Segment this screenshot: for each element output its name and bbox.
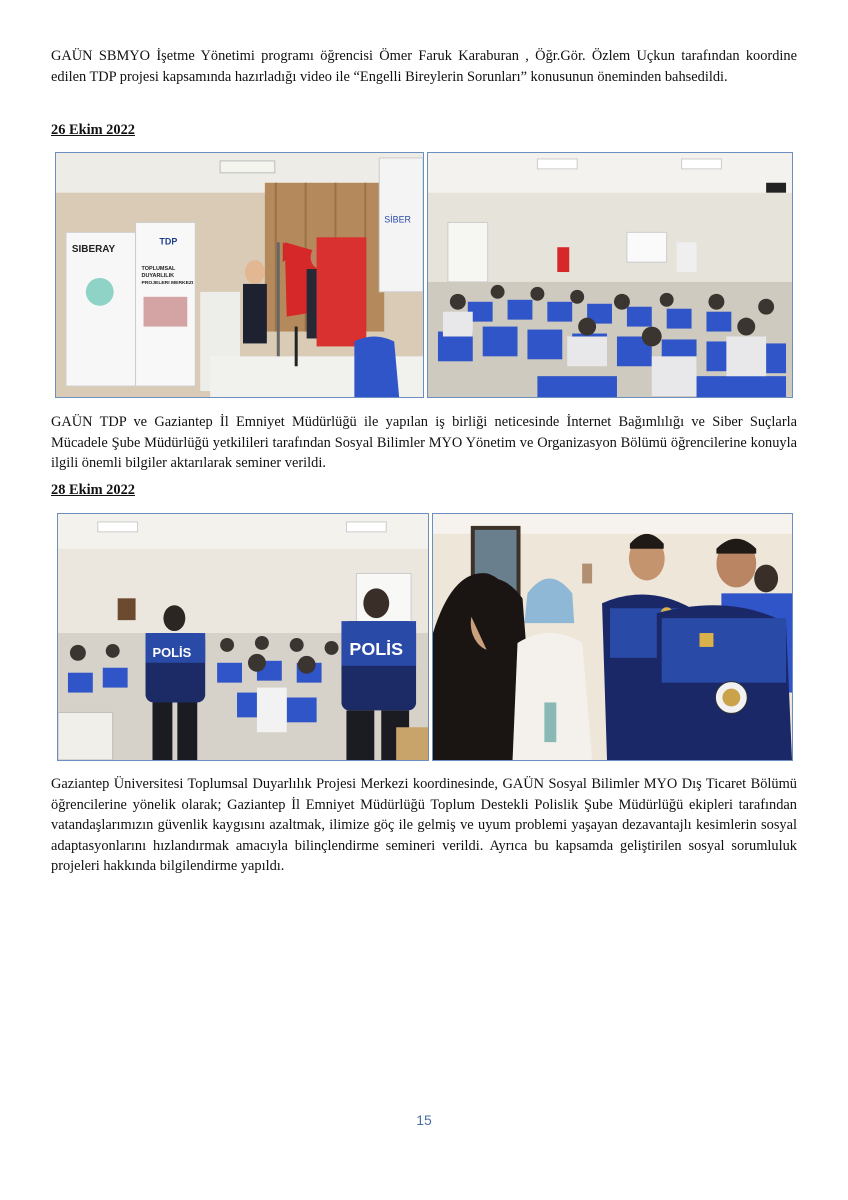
banner-line-1: TOPLUMSAL <box>141 266 176 273</box>
date-heading-oct26: 26 Ekim 2022 <box>51 122 135 138</box>
intro-paragraph: GAÜN SBMYO İşetme Yönetimi programı öğrencisi Ömer Faruk Karaburan , Öğr.Gör. Özlem Uçkun tarafından koordine edilen TDP projesi kapsamında hazırladığı video ile “Engelli Bireylerin Sorunları” konusunun öneminden bahsedildi. <box>51 48 797 85</box>
banner-siberay-text: SIBERAY <box>71 244 116 256</box>
banner-tdp-text: TDP <box>159 236 178 247</box>
banner-line-3: PROJELERI MERKEZI <box>141 280 194 286</box>
page-number: 15 <box>416 1112 432 1128</box>
photo-seminar-speakers <box>55 152 424 398</box>
photo-police-students <box>432 513 793 761</box>
photo-police-seminar <box>57 513 429 761</box>
polis-label-left: POLİS <box>152 644 192 660</box>
photo-seminar-audience <box>427 152 793 398</box>
screen-text: SİBER <box>384 214 412 225</box>
oct26-paragraph: GAÜN TDP ve Gaziantep İl Emniyet Müdürlüğü ile yapılan iş birliği neticesinde İnternet Bağımlılığı ve Siber Suçlarla Mücadele Şube Müdürlüğü yetkilileri tarafından Sosyal Bilimler MYO Yönetim ve Organizasyon Bölümü öğrencilerine konuyla ilgili önemli bilgiler aktarılarak seminer verildi. <box>51 414 797 471</box>
banner-line-2: DUYARLILIK <box>141 272 175 279</box>
polis-label-right: POLİS <box>349 638 404 659</box>
oct28-paragraph: Gaziantep Üniversitesi Toplumsal Duyarlılık Projesi Merkezi koordinesinde, GAÜN Sosyal Bilimler MYO Dış Ticaret Bölümü öğrencilerine yönelik olarak; Gaziantep İl Emniyet Müdürlüğü Toplum Destekli Polislik Şube Müdürlüğü ekipleri tarafından vatandaşlarımızın güvenlik kaygısını azaltmak, ilimize göç ile gelmiş ve uyum problemi yaşayan dezavantajlı kesimlerin sosyal adaptasyonlarını hızlandırmak amacıyla bilinçlendirme semineri verildi. Ayrıca bu kapsamda geliştirilen sosyal sorumluluk projeleri hakkında bilgilendirme yapıldı. <box>51 776 797 874</box>
date-heading-oct28: 28 Ekim 2022 <box>51 482 135 498</box>
